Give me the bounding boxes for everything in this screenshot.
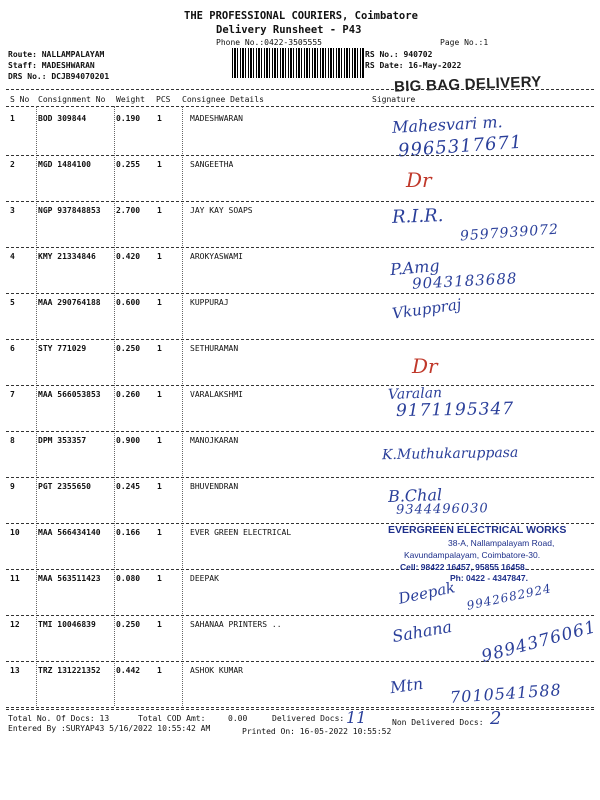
row-consignment: BOD 309844 [38,114,87,123]
route: Route: NALLAMPALAYAM [8,50,105,59]
row-phone-number: 9942682924 [465,581,553,613]
big-bag-stamp: BIG BAG DELIVERY [393,73,542,96]
row-sno: 9 [10,482,15,491]
row-signature: P.Amg [389,255,441,280]
row-divider [6,247,594,248]
row-divider [6,293,594,294]
row-consignee: SETHURAMAN [190,344,239,353]
row-divider [6,707,594,708]
rs-date: RS Date: 16-May-2022 [365,61,462,70]
row-phone-number: 9965317671 [397,131,524,162]
row-pcs: 1 [157,666,162,675]
page-number: Page No.:1 [440,38,489,47]
row-consignment: NGP 937848853 [38,206,101,215]
row-sno: 8 [10,436,15,445]
row-consignee: KUPPURAJ [190,298,229,307]
runsheet-title: Delivery Runsheet - P43 [216,24,362,36]
row-phone-number: 7010541588 [449,680,563,707]
staff: Staff: MADESHWARAN [8,61,95,70]
company-stamp-line2: Kavundampalayam, Coimbatore-30. [404,550,541,560]
cod-amount: 0.00 [228,714,248,723]
col-consignee: Consignee Details [182,95,264,104]
delivered-label: Delivered Docs: [272,714,345,723]
row-pcs: 1 [157,620,162,629]
row-weight: 0.260 [116,390,141,399]
row-weight: 0.900 [116,436,141,445]
row-consignment: MAA 566434140 [38,528,101,537]
col-sno: S No [10,95,30,104]
company-stamp-line3: Cell: 98422 16457, 95855 16458. [400,562,528,572]
phone-number: Phone No.:0422-3505555 [216,38,322,47]
header-rule-bottom [6,106,594,107]
row-consignment: DPM 353357 [38,436,87,445]
row-pcs: 1 [157,298,162,307]
row-divider [6,661,594,662]
col-weight: Weight [116,95,145,104]
cod-label: Total COD Amt: [138,714,206,723]
row-consignment: STY 771029 [38,344,87,353]
column-divider [114,106,115,706]
row-divider [6,477,594,478]
row-sno: 2 [10,160,15,169]
row-signature: Dr [412,354,438,378]
rs-number: RS No.: 940702 [365,50,433,59]
row-signature: Vkuppraj [391,295,463,323]
row-consignment: MAA 563511423 [38,574,101,583]
row-consignee: BHUVENDRAN [190,482,239,491]
row-signature: Deepak [396,578,457,608]
row-weight: 0.420 [116,252,141,261]
row-phone-number: 9344496030 [395,501,489,518]
row-consignment: KMY 21334846 [38,252,96,261]
row-phone-number: 9043183688 [411,269,518,293]
row-consignee: SAHANAA PRINTERS .. [190,620,282,629]
entered-by: Entered By :SURYAP43 5/16/2022 10:55:42 AM [8,724,211,733]
row-pcs: 1 [157,206,162,215]
row-signature: Dr [406,168,432,192]
row-consignee: MADESHWARAN [190,114,243,123]
company-stamp-name: EVERGREEN ELECTRICAL WORKS [388,524,567,536]
row-sno: 12 [10,620,20,629]
row-weight: 2.700 [116,206,141,215]
printed-on: Printed On: 16-05-2022 10:55:52 [242,727,392,736]
col-pcs: PCS [156,95,171,104]
row-divider [6,201,594,202]
row-sno: 5 [10,298,15,307]
row-weight: 0.250 [116,620,141,629]
row-divider [6,615,594,616]
row-weight: 0.442 [116,666,141,675]
col-signature: Signature [372,95,416,104]
row-weight: 0.250 [116,344,141,353]
row-sno: 1 [10,114,15,123]
col-consignment: Consignment No [38,95,106,104]
row-weight: 0.600 [116,298,141,307]
company-stamp-line1: 38-A, Nallampalayam Road, [448,538,555,548]
row-consignee: EVER GREEN ELECTRICAL [190,528,292,537]
non-delivered-count: 2 [490,708,502,729]
row-sno: 11 [10,574,20,583]
row-consignee: SANGEETHA [190,160,234,169]
row-divider [6,339,594,340]
row-consignee: DEEPAK [190,574,219,583]
row-weight: 0.255 [116,160,141,169]
row-sno: 10 [10,528,20,537]
column-divider [182,106,183,706]
row-consignment: PGT 2355650 [38,482,91,491]
row-pcs: 1 [157,160,162,169]
row-pcs: 1 [157,436,162,445]
row-divider [6,385,594,386]
row-consignment: MGD 1484100 [38,160,91,169]
delivered-count: 11 [346,708,367,727]
row-consignee: VARALAKSHMI [190,390,243,399]
row-pcs: 1 [157,114,162,123]
non-delivered-label: Non Delivered Docs: [392,718,484,727]
row-phone-number: 9894376061 [479,617,599,667]
row-pcs: 1 [157,252,162,261]
row-phone-number: 9171195347 [395,398,515,422]
row-consignment: MAA 566053853 [38,390,101,399]
row-consignment: TRZ 131221352 [38,666,101,675]
row-sno: 6 [10,344,15,353]
row-weight: 0.190 [116,114,141,123]
row-pcs: 1 [157,574,162,583]
row-weight: 0.166 [116,528,141,537]
row-pcs: 1 [157,528,162,537]
company-stamp-line4: Ph: 0422 - 4347847. [450,573,528,583]
row-phone-number: 9597939072 [459,221,560,245]
row-signature: Mtn [388,673,425,698]
row-consignee: JAY KAY SOAPS [190,206,253,215]
header-rule-top [6,89,594,90]
row-signature: Mahesvari m. [391,112,504,137]
row-sno: 4 [10,252,15,261]
row-sno: 7 [10,390,15,399]
report-title: THE PROFESSIONAL COURIERS, Coimbatore [184,10,418,22]
row-signature: K.Muthukaruppasa [381,444,519,464]
row-consignee: MANOJKARAN [190,436,239,445]
total-docs: Total No. Of Docs: 13 [8,714,110,723]
row-consignment: TMI 10046839 [38,620,96,629]
row-weight: 0.080 [116,574,141,583]
row-weight: 0.245 [116,482,141,491]
barcode [232,48,364,78]
row-signature: B.Chal [387,485,443,506]
row-consignee: ASHOK KUMAR [190,666,243,675]
row-signature: R.I.R. [391,205,444,228]
row-pcs: 1 [157,390,162,399]
row-sno: 3 [10,206,15,215]
column-divider [36,106,37,706]
row-sno: 13 [10,666,20,675]
row-divider [6,155,594,156]
drs-number: DRS No.: DCJB94070201 [8,72,110,81]
row-signature: Varalan [387,385,443,403]
row-consignee: AROKYASWAMI [190,252,243,261]
row-signature: Sahana [390,616,454,647]
footer-rule [6,709,594,710]
row-consignment: MAA 290764188 [38,298,101,307]
row-pcs: 1 [157,482,162,491]
row-divider [6,431,594,432]
row-pcs: 1 [157,344,162,353]
